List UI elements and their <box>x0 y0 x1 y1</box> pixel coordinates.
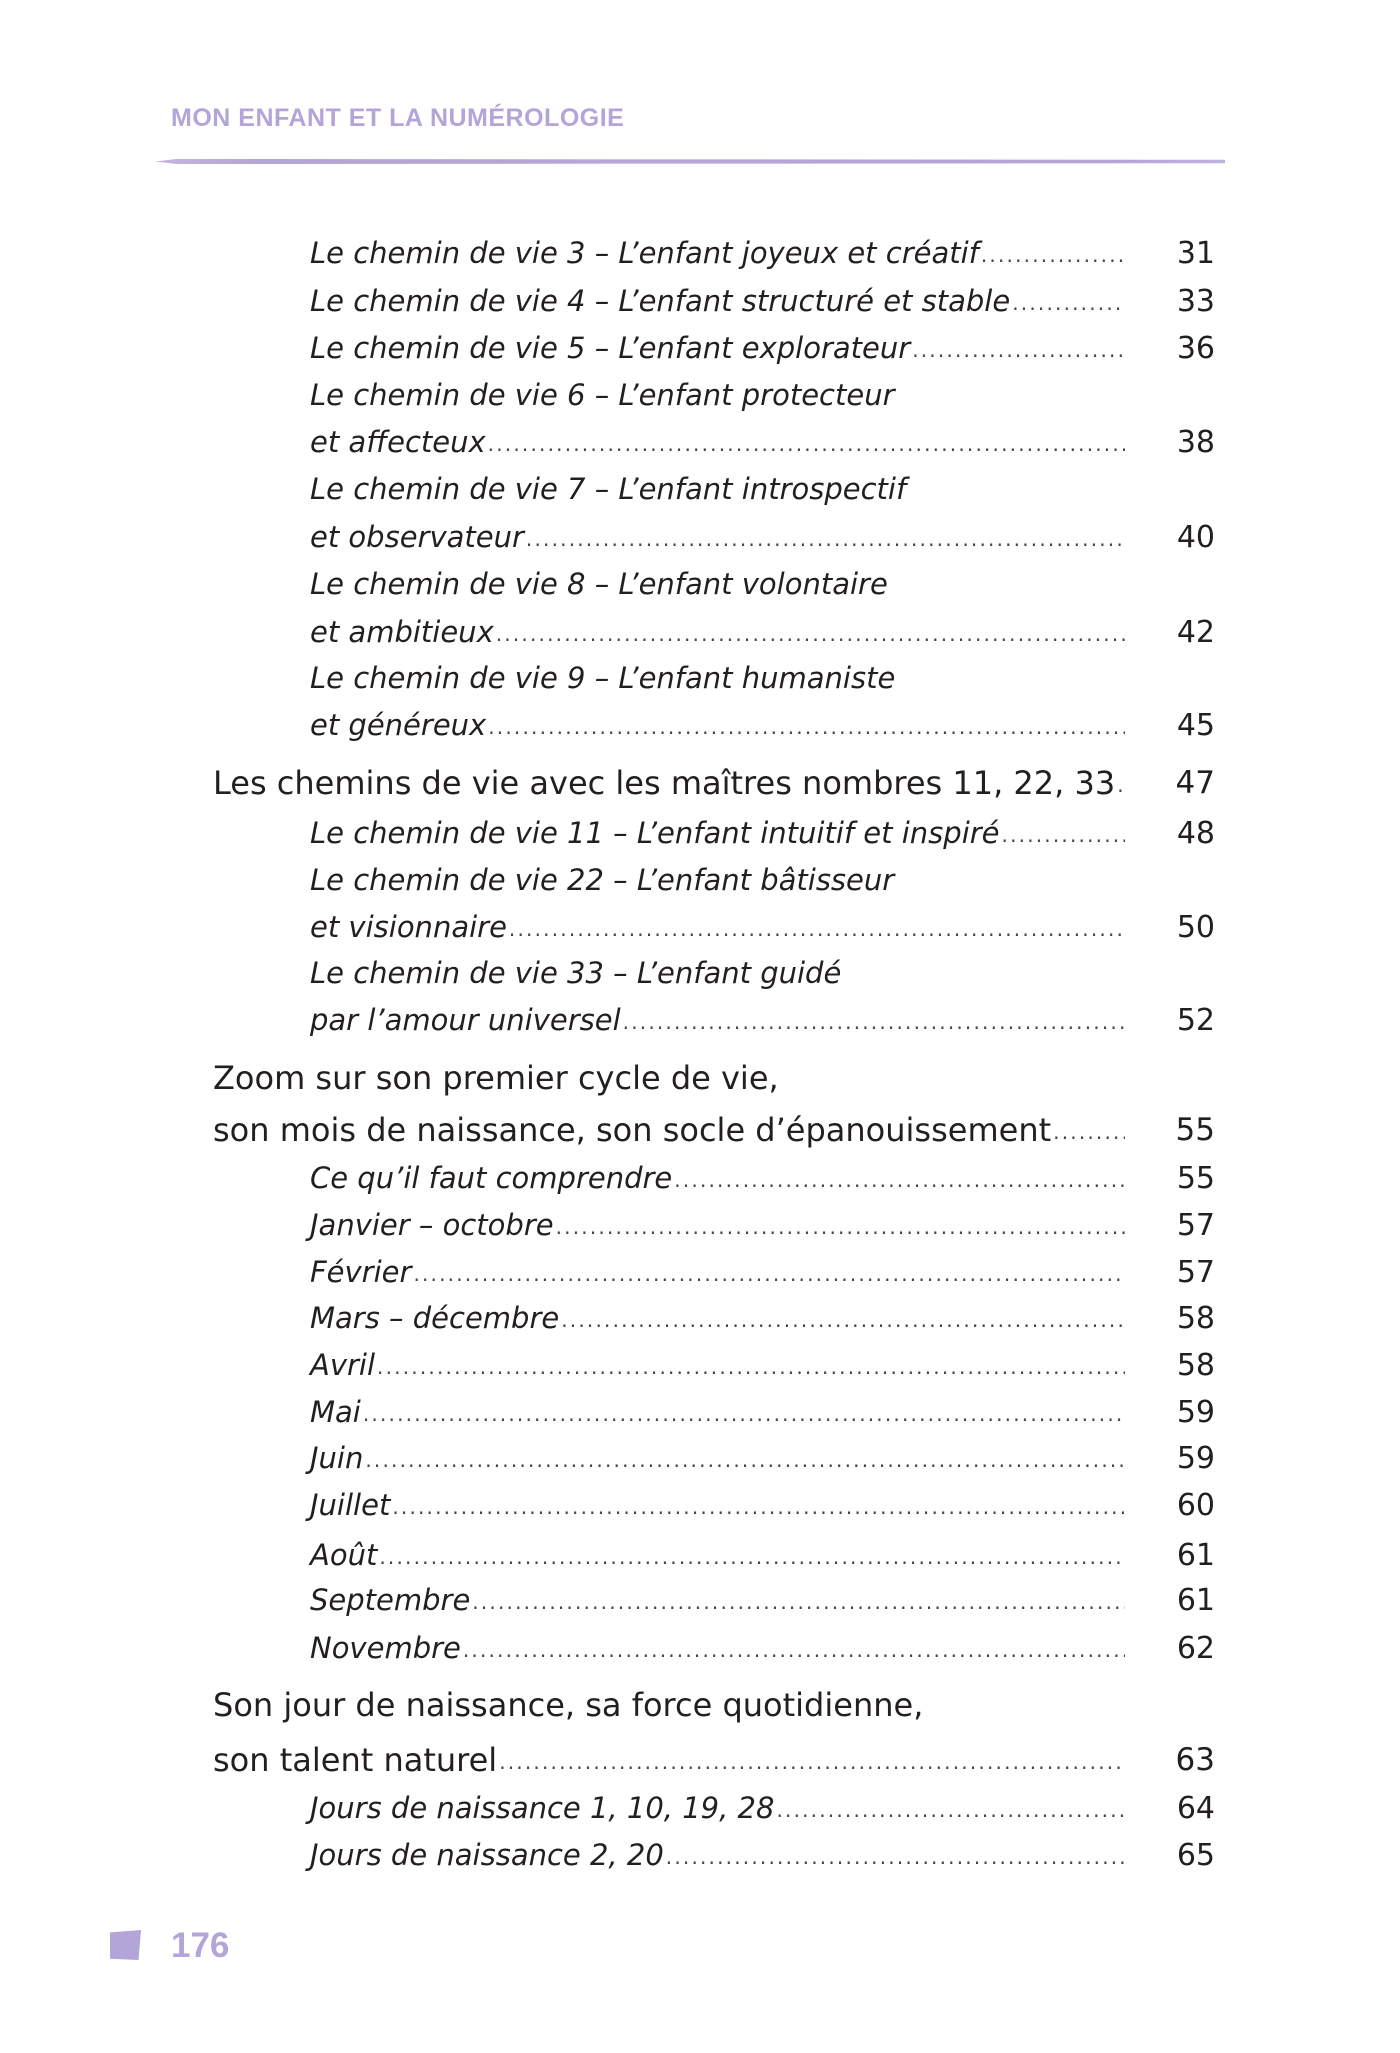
toc-entry-title: Les chemins de vie avec les maîtres nombres 11, 22, 33 <box>213 764 1116 802</box>
toc-entry-title: Le chemin de vie 4 – L’enfant structuré et stable <box>310 284 1011 318</box>
toc-entry-title: Janvier – octobre <box>310 1208 554 1242</box>
toc-subentry <box>310 325 1215 371</box>
toc-subentry <box>310 857 894 903</box>
page-number: 176 <box>171 1926 230 1965</box>
toc-page-number: 31 <box>1176 235 1215 271</box>
toc-page-number: 55 <box>1176 1160 1215 1196</box>
toc-page-number: 36 <box>1176 330 1215 366</box>
toc-entry-title: Le chemin de vie 7 – L’enfant introspectif <box>310 472 907 506</box>
toc-page-number: 61 <box>1176 1582 1215 1618</box>
toc-entry-title: et observateur <box>310 520 524 554</box>
toc-section-entry <box>213 1682 923 1728</box>
toc-subentry <box>310 561 888 607</box>
toc-page-number: 38 <box>1176 424 1215 460</box>
toc-subentry <box>310 419 1215 465</box>
toc-page-number: 62 <box>1176 1630 1215 1666</box>
toc-entry-title: Le chemin de vie 6 – L’enfant protecteur <box>310 378 895 412</box>
toc-entry-title: et ambitieux <box>310 615 494 649</box>
toc-page-number: 55 <box>1175 1112 1215 1148</box>
toc-page-number: 47 <box>1175 765 1215 801</box>
toc-page-number: 63 <box>1175 1742 1215 1778</box>
toc-subentry <box>310 702 1215 748</box>
toc-entry-title: son mois de naissance, son socle d’épanouissement <box>213 1111 1052 1149</box>
toc-subentry <box>310 514 1215 560</box>
dot-leader <box>1117 773 1125 806</box>
dot-leader <box>1012 291 1125 324</box>
dot-leader <box>463 1638 1125 1671</box>
toc-subentry <box>310 230 1215 276</box>
toc-entry-title: et affecteux <box>310 425 486 459</box>
header-rule <box>155 159 1225 164</box>
toc-subentry <box>310 1295 1215 1341</box>
dot-leader <box>561 1308 1125 1341</box>
dot-leader <box>674 1168 1125 1201</box>
toc-page-number: 52 <box>1176 1002 1215 1038</box>
toc-section-entry <box>213 1107 1215 1153</box>
toc-page-number: 42 <box>1176 614 1215 650</box>
dot-leader <box>1053 1120 1125 1153</box>
toc-entry-title: Son jour de naissance, sa force quotidienne, <box>213 1686 924 1724</box>
toc-entry-title: Juillet <box>310 1488 391 1522</box>
toc-entry-title: Le chemin de vie 33 – L’enfant guidé <box>310 956 842 990</box>
dot-leader <box>488 715 1125 748</box>
toc-page-number: 57 <box>1176 1207 1215 1243</box>
toc-entry-title: Le chemin de vie 22 – L’enfant bâtisseur <box>310 863 895 897</box>
toc-entry-title: Mars – décembre <box>310 1301 560 1335</box>
dot-leader <box>499 1750 1125 1783</box>
toc-section-entry <box>213 1737 1215 1783</box>
dot-leader <box>623 1010 1125 1043</box>
toc-subentry <box>310 1532 1215 1578</box>
toc-page-number: 57 <box>1176 1254 1215 1290</box>
toc-subentry <box>310 466 906 512</box>
toc-entry-title: Juin <box>310 1441 364 1475</box>
folio-square-icon <box>110 1930 141 1960</box>
toc-subentry <box>310 950 841 996</box>
dot-leader <box>556 1215 1125 1248</box>
dot-leader <box>496 622 1125 655</box>
toc-subentry <box>310 1577 1215 1623</box>
toc-page-number: 61 <box>1176 1537 1215 1573</box>
toc-page-number: 60 <box>1176 1487 1215 1523</box>
running-header-title: MON ENFANT ET LA NUMÉROLOGIE <box>171 104 625 132</box>
dot-leader <box>776 1798 1125 1831</box>
toc-entry-title: Avril <box>310 1348 376 1382</box>
toc-page-number: 65 <box>1176 1837 1215 1873</box>
toc-page-number: 50 <box>1176 909 1215 945</box>
toc-entry-title: Août <box>310 1538 378 1572</box>
dot-leader <box>666 1845 1125 1878</box>
toc-subentry <box>310 372 895 418</box>
toc-subentry <box>310 1389 1215 1435</box>
toc-entry-title: Ce qu’il faut comprendre <box>310 1161 673 1195</box>
toc-entry-title: Le chemin de vie 8 – L’enfant volontaire <box>310 567 888 601</box>
dot-leader <box>365 1448 1125 1481</box>
toc-page-number: 59 <box>1176 1394 1215 1430</box>
toc-entry-title: et généreux <box>310 708 487 742</box>
toc-entry-title: par l’amour universel <box>310 1003 621 1037</box>
toc-entry-title: Le chemin de vie 9 – L’enfant humaniste <box>310 661 896 695</box>
toc-entry-title: et visionnaire <box>310 910 507 944</box>
toc-section-entry <box>213 760 1215 806</box>
toc-page-number: 45 <box>1176 707 1215 743</box>
toc-subentry <box>310 1155 1215 1201</box>
dot-leader <box>912 338 1125 371</box>
toc-entry-title: Septembre <box>310 1583 471 1617</box>
toc-subentry <box>310 655 895 701</box>
toc-entry-title: Le chemin de vie 5 – L’enfant explorateur <box>310 331 911 365</box>
toc-entry-title: Zoom sur son premier cycle de vie, <box>213 1059 779 1097</box>
toc-entry-title: son talent naturel <box>213 1741 498 1779</box>
dot-leader <box>377 1355 1125 1388</box>
toc-entry-title: Jours de naissance 2, 20 <box>310 1838 664 1872</box>
toc-entry-title: Jours de naissance 1, 10, 19, 28 <box>310 1791 775 1825</box>
dot-leader <box>509 917 1125 950</box>
toc-subentry <box>310 1435 1215 1481</box>
toc-subentry <box>310 1342 1215 1388</box>
toc-page-number: 58 <box>1176 1300 1215 1336</box>
dot-leader <box>379 1545 1125 1578</box>
dot-leader <box>1002 823 1125 856</box>
dot-leader <box>392 1495 1125 1528</box>
dot-leader <box>363 1402 1125 1435</box>
dot-leader <box>981 243 1125 276</box>
toc-subentry <box>310 1832 1215 1878</box>
toc-subentry <box>310 1625 1215 1671</box>
toc-entry-title: Novembre <box>310 1631 461 1665</box>
toc-subentry <box>310 1482 1215 1528</box>
toc-subentry <box>310 1785 1215 1831</box>
toc-subentry <box>310 609 1215 655</box>
toc-subentry <box>310 1202 1215 1248</box>
toc-page-number: 59 <box>1176 1440 1215 1476</box>
dot-leader <box>526 527 1125 560</box>
toc-entry-title: Le chemin de vie 11 – L’enfant intuitif et inspiré <box>310 816 1000 850</box>
toc-entry-title: Février <box>310 1255 412 1289</box>
toc-subentry <box>310 1249 1215 1295</box>
toc-subentry <box>310 904 1215 950</box>
toc-subentry <box>310 810 1215 856</box>
toc-page-number: 33 <box>1176 283 1215 319</box>
toc-section-entry <box>213 1055 779 1101</box>
toc-page-number: 40 <box>1176 519 1215 555</box>
dot-leader <box>488 432 1125 465</box>
dot-leader <box>472 1590 1125 1623</box>
toc-subentry <box>310 278 1215 324</box>
dot-leader <box>413 1262 1125 1295</box>
toc-page-number: 58 <box>1176 1347 1215 1383</box>
toc-page-number: 48 <box>1176 815 1215 851</box>
toc-page-number: 64 <box>1176 1790 1215 1826</box>
toc-entry-title: Mai <box>310 1395 361 1429</box>
toc-subentry <box>310 997 1215 1043</box>
toc-entry-title: Le chemin de vie 3 – L’enfant joyeux et créatif <box>310 236 979 270</box>
